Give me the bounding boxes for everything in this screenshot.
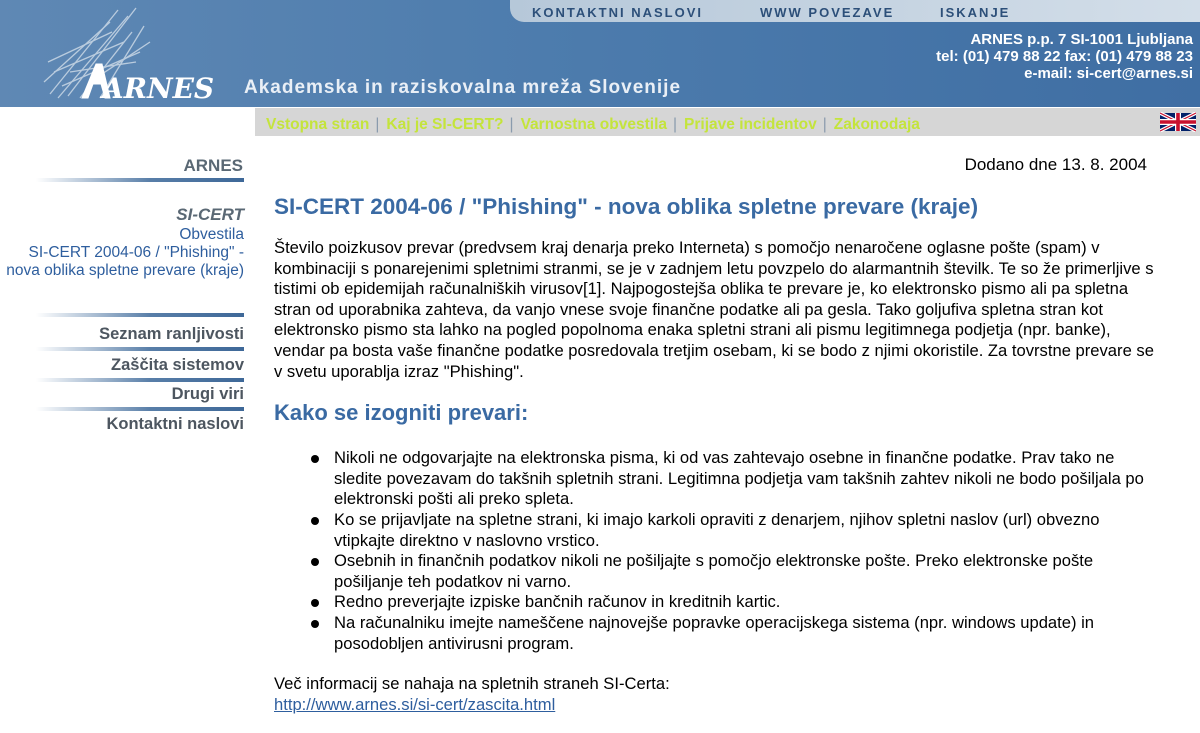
sidebar-arnes[interactable]: ARNES	[183, 156, 243, 175]
sidebar-divider	[36, 178, 244, 182]
sidebar-item-kontaktni-naslovi[interactable]: Kontaktni naslovi	[106, 415, 244, 433]
more-info-link[interactable]: http://www.arnes.si/si-cert/zascita.html	[274, 694, 556, 714]
nav-kaj-je-si-cert[interactable]: Kaj je SI-CERT?	[386, 116, 504, 133]
list-item: Redno preverjajte izpiske bančnih računov in kreditnih kartic.	[334, 592, 1154, 613]
sidebar-current-article[interactable]: SI-CERT 2004-06 / "Phishing" - nova oblika spletne prevare (kraje)	[6, 244, 244, 279]
sidebar-divider	[36, 407, 244, 411]
main-navigation	[255, 108, 1200, 136]
logo-text: ARNES	[102, 72, 215, 105]
tips-list	[274, 448, 1154, 654]
sidebar-si-cert[interactable]: SI-CERT	[176, 205, 244, 224]
contact-phone: tel: (01) 479 88 22 fax: (01) 479 88 23	[936, 48, 1193, 65]
nav-prijave-incidentov[interactable]: Prijave incidentov	[684, 116, 817, 133]
sidebar-item-drugi-viri[interactable]: Drugi viri	[171, 385, 244, 403]
site-tagline: Akademska in raziskovalna mreža Slovenije	[244, 77, 682, 98]
contact-info	[936, 31, 1193, 82]
section-title: Kako se izogniti prevari:	[274, 400, 529, 426]
nav-varnostna-obvestila[interactable]: Varnostna obvestila	[520, 116, 668, 133]
sidebar-submenu	[4, 226, 244, 280]
top-link-kontaktni-naslovi[interactable]: KONTAKTNI NASLOVI	[532, 5, 703, 20]
date-added: Dodano dne 13. 8. 2004	[964, 155, 1147, 174]
nav-vstopna-stran[interactable]: Vstopna stran	[266, 116, 370, 133]
nav-separator: |	[375, 116, 380, 133]
top-link-iskanje[interactable]: ISKANJE	[940, 5, 1011, 20]
site-header	[0, 0, 1200, 107]
sidebar-item-seznam-ranljivosti[interactable]: Seznam ranljivosti	[99, 325, 244, 343]
contact-address: ARNES p.p. 7 SI-1001 Ljubljana	[970, 31, 1193, 48]
article-title: SI-CERT 2004-06 / "Phishing" - nova oblika spletne prevare (kraje)	[274, 194, 979, 219]
list-item: Ko se prijavljate na spletne strani, ki imajo karkoli opraviti z denarjem, njihov spletni naslov (url) obvezno vtipkajte direktno v naslovno vrstico.	[334, 510, 1154, 551]
list-item: Osebnih in finančnih podatkov nikoli ne pošiljajte s pomočjo elektronske pošte. Preko elektronske pošte pošiljanje teh podatkov ni varno.	[334, 551, 1154, 592]
sidebar-obvestila[interactable]: Obvestila	[179, 226, 244, 243]
nav-zakonodaja[interactable]: Zakonodaja	[833, 116, 920, 133]
top-link-www-povezave[interactable]: WWW POVEZAVE	[760, 5, 895, 20]
nav-separator: |	[673, 116, 678, 133]
arnes-logo[interactable]	[40, 2, 230, 106]
nav-separator: |	[509, 116, 514, 133]
more-info-text: Več informacij se nahaja na spletnih straneh SI-Certa:	[274, 674, 670, 694]
uk-flag-icon[interactable]	[1160, 112, 1196, 132]
sidebar-item-zascita-sistemov[interactable]: Zaščita sistemov	[111, 356, 244, 374]
contact-email: e-mail: si-cert@arnes.si	[1024, 65, 1193, 82]
main-content	[274, 194, 1154, 715]
article-intro: Število poizkusov prevar (predvsem kraj denarja preko Interneta) s pomočjo nenaročene oglasne pošte (spam) v kombinaciji s ponarejenimi spletnimi stranmi, se je v zadnjem letu povzpelo do alarmantnih številk. Te so že primerljive s tistimi ob epidemijah računalniških virusov[1]. Najpogostejša oblika te prevare je, ko elektronsko pismo ali pa spletna stran od uporabnika zahteva, da vanjo vnese svoje finančne podatke ali pa gesla. Tako goljufiva spletna stran kot elektronsko pismo sta lahko na pogled popolnoma enaka spletni strani ali pismu legitimnega podjetja (npr. banke), vendar pa bosta vaše finančne podatke posredovala tretjim osebam, ki se bodo z njimi okoristile. Za tovrstne prevare se v svetu uporablja izraz "Phishing".	[274, 238, 1154, 381]
more-info	[274, 674, 1154, 715]
nav-separator: |	[822, 116, 827, 133]
list-item: Nikoli ne odgovarjajte na elektronska pisma, ki od vas zahtevajo osebne in finančne podatke. Prav tako ne sledite povezavam do takšnih spletnih strani. Legitimna podjetja vam takšnih zahtev nikoli ne bodo pošiljala po elektronski pošti ali preko spleta.	[334, 448, 1154, 510]
sidebar-divider	[36, 313, 244, 317]
top-navigation	[510, 0, 1200, 22]
sidebar-divider	[36, 378, 244, 382]
sidebar-divider	[36, 347, 244, 351]
list-item: Na računalniku imejte nameščene najnovejše popravke operacijskega sistema (npr. windows update) in posodobljen antivirusni program.	[334, 613, 1154, 654]
